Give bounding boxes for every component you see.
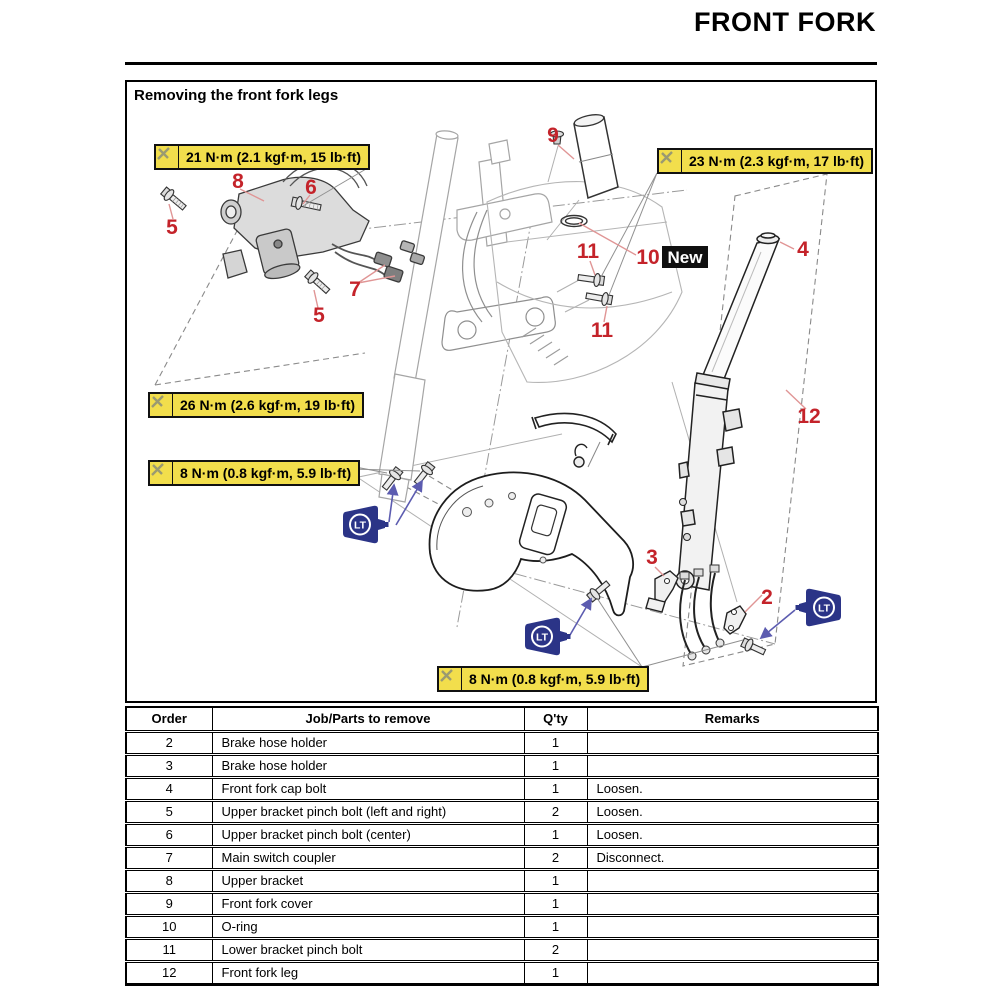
table-cell — [587, 916, 878, 939]
table-cell — [587, 962, 878, 985]
loctite-label: LT — [817, 602, 831, 615]
page-title: FRONT FORK — [694, 7, 876, 37]
table-cell: Front fork leg — [212, 962, 524, 985]
column-header-order: Order — [126, 707, 212, 732]
new-badge-label: New — [667, 248, 703, 267]
table-cell — [587, 893, 878, 916]
table-cell: 8 — [126, 870, 212, 893]
fender-bolt-b — [411, 460, 436, 487]
table-cell: Brake hose holder — [212, 755, 524, 778]
table-cell: 2 — [524, 939, 587, 962]
table-row — [126, 847, 878, 870]
table-cell — [587, 939, 878, 962]
loctite-icon — [343, 506, 389, 543]
table-header-row — [126, 707, 878, 732]
torque-label-21nm — [154, 144, 370, 170]
callout-11-upper: 11 — [576, 240, 600, 263]
torque-label-23nm — [657, 148, 873, 174]
callout-9: 9 — [547, 124, 559, 147]
table-cell: 10 — [126, 916, 212, 939]
table-row — [126, 801, 878, 824]
callout-4: 4 — [797, 238, 809, 261]
table-cell: 9 — [126, 893, 212, 916]
wrench-icon — [150, 394, 173, 416]
table-body — [126, 732, 878, 985]
table-row — [126, 893, 878, 916]
wrench-icon — [156, 146, 179, 168]
table-row — [126, 962, 878, 985]
table-row — [126, 778, 878, 801]
table-cell: Disconnect. — [587, 847, 878, 870]
callout-12: 12 — [797, 405, 821, 428]
table-cell: Main switch coupler — [212, 847, 524, 870]
torque-label-8nm-upper — [148, 460, 360, 486]
callout-6: 6 — [305, 176, 317, 199]
table-cell — [587, 870, 878, 893]
loctite-icon — [525, 618, 571, 655]
callout-3: 3 — [646, 546, 658, 569]
table-row — [126, 939, 878, 962]
table-cell: 1 — [524, 870, 587, 893]
pinch-bolt-5-right — [303, 268, 332, 296]
parts-table — [125, 706, 879, 986]
callout-5-left: 5 — [166, 216, 178, 239]
front-fender — [430, 472, 634, 615]
torque-label-text: 23 N·m (2.3 kgf·m, 17 lb·ft) — [689, 153, 865, 169]
table-cell: 1 — [524, 893, 587, 916]
table-cell: 1 — [524, 755, 587, 778]
table-cell: 1 — [524, 732, 587, 755]
table-cell: Front fork cap bolt — [212, 778, 524, 801]
lower-pinch-bolt-11a — [577, 271, 605, 287]
front-fork-leg — [676, 233, 779, 590]
torque-label-26nm — [148, 392, 364, 418]
fender-brace — [532, 413, 616, 467]
table-row — [126, 916, 878, 939]
table-cell — [587, 755, 878, 778]
table-cell: Front fork cover — [212, 893, 524, 916]
table-cell: 4 — [126, 778, 212, 801]
table-cell: 2 — [524, 847, 587, 870]
table-cell: O-ring — [212, 916, 524, 939]
table-cell: Loosen. — [587, 801, 878, 824]
table-cell: Lower bracket pinch bolt — [212, 939, 524, 962]
title-divider — [125, 62, 877, 65]
wrench-icon — [659, 150, 682, 172]
pinch-bolt-5-left — [159, 186, 188, 213]
holder-bolt-2 — [740, 636, 767, 658]
torque-label-text: 8 N·m (0.8 kgf·m, 5.9 lb·ft) — [180, 465, 352, 481]
table-cell: Loosen. — [587, 824, 878, 847]
table-cell: Upper bracket pinch bolt (left and right) — [212, 801, 524, 824]
diagram-heading: Removing the front fork legs — [134, 87, 339, 104]
table-cell: 1 — [524, 824, 587, 847]
column-header-job: Job/Parts to remove — [212, 707, 524, 732]
loctite-label: LT — [353, 519, 367, 532]
table-row — [126, 755, 878, 778]
callout-2: 2 — [761, 586, 773, 609]
callout-5-right: 5 — [313, 304, 325, 327]
table-cell: 7 — [126, 847, 212, 870]
left-fork-in-situ — [379, 130, 555, 502]
table-cell: 6 — [126, 824, 212, 847]
label-leader-lines — [303, 169, 743, 667]
table-row — [126, 870, 878, 893]
wrench-icon — [150, 462, 173, 484]
callout-8: 8 — [232, 170, 244, 193]
table-cell: Upper bracket pinch bolt (center) — [212, 824, 524, 847]
fork-cover — [573, 112, 618, 198]
table-cell: 5 — [126, 801, 212, 824]
table-cell: 1 — [524, 916, 587, 939]
table-cell: Upper bracket — [212, 870, 524, 893]
table-cell: 1 — [524, 778, 587, 801]
wrench-icon — [439, 668, 462, 690]
lower-pinch-bolt-11b — [585, 289, 613, 306]
loctite-icon — [796, 589, 842, 626]
column-header-qty: Q'ty — [524, 707, 587, 732]
table-cell: 2 — [524, 801, 587, 824]
callout-11-lower: 11 — [590, 319, 614, 342]
torque-label-text: 26 N·m (2.6 kgf·m, 19 lb·ft) — [180, 397, 356, 413]
new-badge — [662, 246, 708, 268]
table-cell: Brake hose holder — [212, 732, 524, 755]
table-row — [126, 732, 878, 755]
table-row — [126, 824, 878, 847]
torque-label-8nm-lower — [437, 666, 649, 692]
brake-hose-holder-2 — [724, 606, 746, 634]
upper-bracket — [221, 161, 425, 283]
torque-label-text: 21 N·m (2.1 kgf·m, 15 lb·ft) — [186, 149, 362, 165]
table-cell — [587, 732, 878, 755]
table-cell: 11 — [126, 939, 212, 962]
column-header-remarks: Remarks — [587, 707, 878, 732]
table-cell: 12 — [126, 962, 212, 985]
table-cell: 2 — [126, 732, 212, 755]
callout-10: 10 — [636, 246, 660, 269]
brake-hose-holder-3 — [646, 571, 678, 612]
table-cell: 3 — [126, 755, 212, 778]
torque-label-text: 8 N·m (0.8 kgf·m, 5.9 lb·ft) — [469, 671, 641, 687]
loctite-label: LT — [535, 631, 549, 644]
table-cell: 1 — [524, 962, 587, 985]
table-cell: Loosen. — [587, 778, 878, 801]
callout-7: 7 — [349, 278, 361, 301]
diagram-box — [125, 80, 877, 703]
